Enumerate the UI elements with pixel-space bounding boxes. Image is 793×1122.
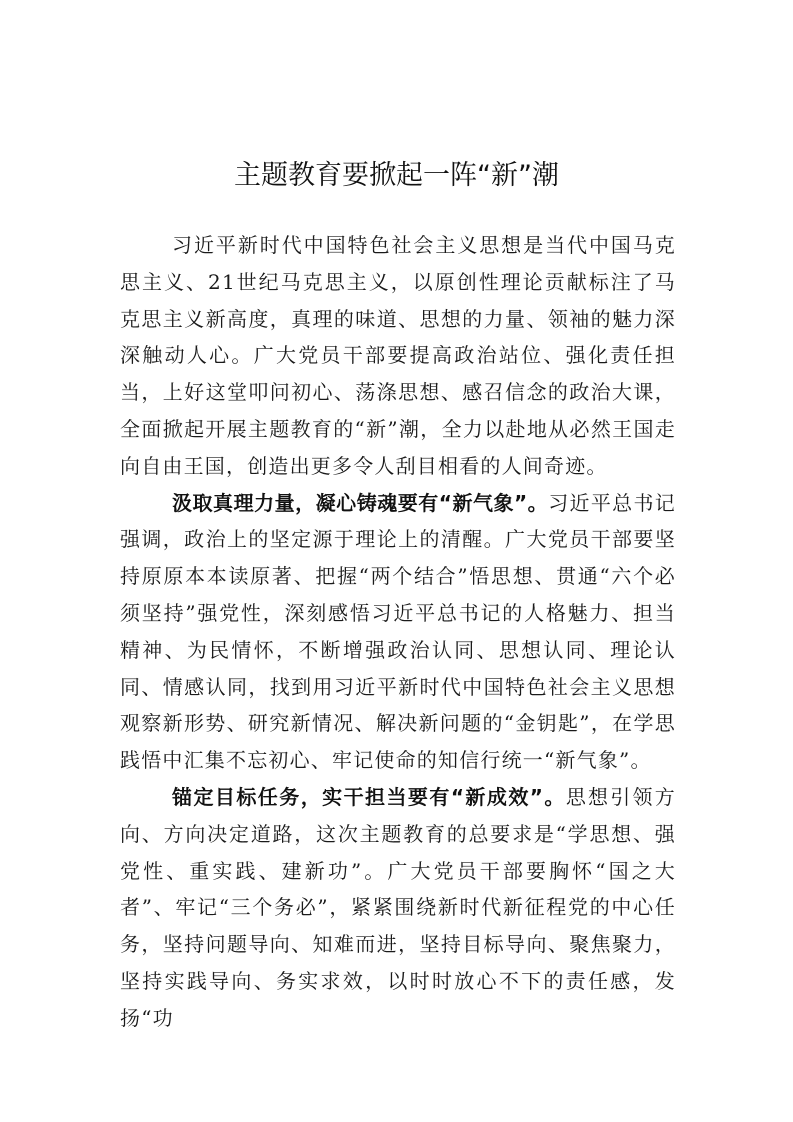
paragraph-text: 思想引领方向、方向决定道路，这次主题教育的总要求是“学思想、强党性、重实践、建新功”。广大党员干部要胸怀“国之大者”、牢记“三个务必”，紧紧围绕新时代新征程党的中心任务，坚持问题导向、知难而进，坚持目标导向、聚焦聚力，坚持实践导向、务实求效，以时时放心不下的责任感，发扬“功 xyxy=(120,784,677,1030)
document-body xyxy=(120,227,676,1037)
document-title: 主题教育要掀起一阵“新”潮 xyxy=(234,160,559,192)
paragraph-new-atmosphere xyxy=(120,485,676,779)
paragraph-intro xyxy=(120,227,676,485)
paragraph-text: 习近平新时代中国特色社会主义思想是当代中国马克思主义、21世纪马克思主义，以原创性理论贡献标注了马克思主义新高度，真理的味道、思想的力量、领袖的魅力深深触动人心。广大党员干部要提高政治站位、强化责任担当，上好这堂叩问初心、荡涤思想、感召信念的政治大课，全面掀起开展主题教育的“新”潮，全力以赴地从必然王国走向自由王国，创造出更多令人刮目相看的人间奇迹。 xyxy=(120,233,676,478)
paragraph-lead: 锚定目标任务，实干担当要有“新成效”。 xyxy=(172,784,566,809)
paragraph-text: 习近平总书记强调，政治上的坚定源于理论上的清醒。广大党员干部要坚持原原本本读原著、把握“两个结合”悟思想、贯通“六个必须坚持”强党性，深刻感悟习近平总书记的人格魅力、担当精神、为民情怀，不断增强政治认同、思想认同、理论认同、情感认同，找到用习近平新时代中国特色社会主义思想观察新形势、研究新情况、解决新问题的“金钥匙”，在学思践悟中汇集不忘初心、牢记使命的知信行统一“新气象”。 xyxy=(120,490,677,773)
paragraph-lead: 汲取真理力量，凝心铸魂要有“新气象”。 xyxy=(172,490,549,515)
paragraph-new-results xyxy=(120,779,676,1037)
